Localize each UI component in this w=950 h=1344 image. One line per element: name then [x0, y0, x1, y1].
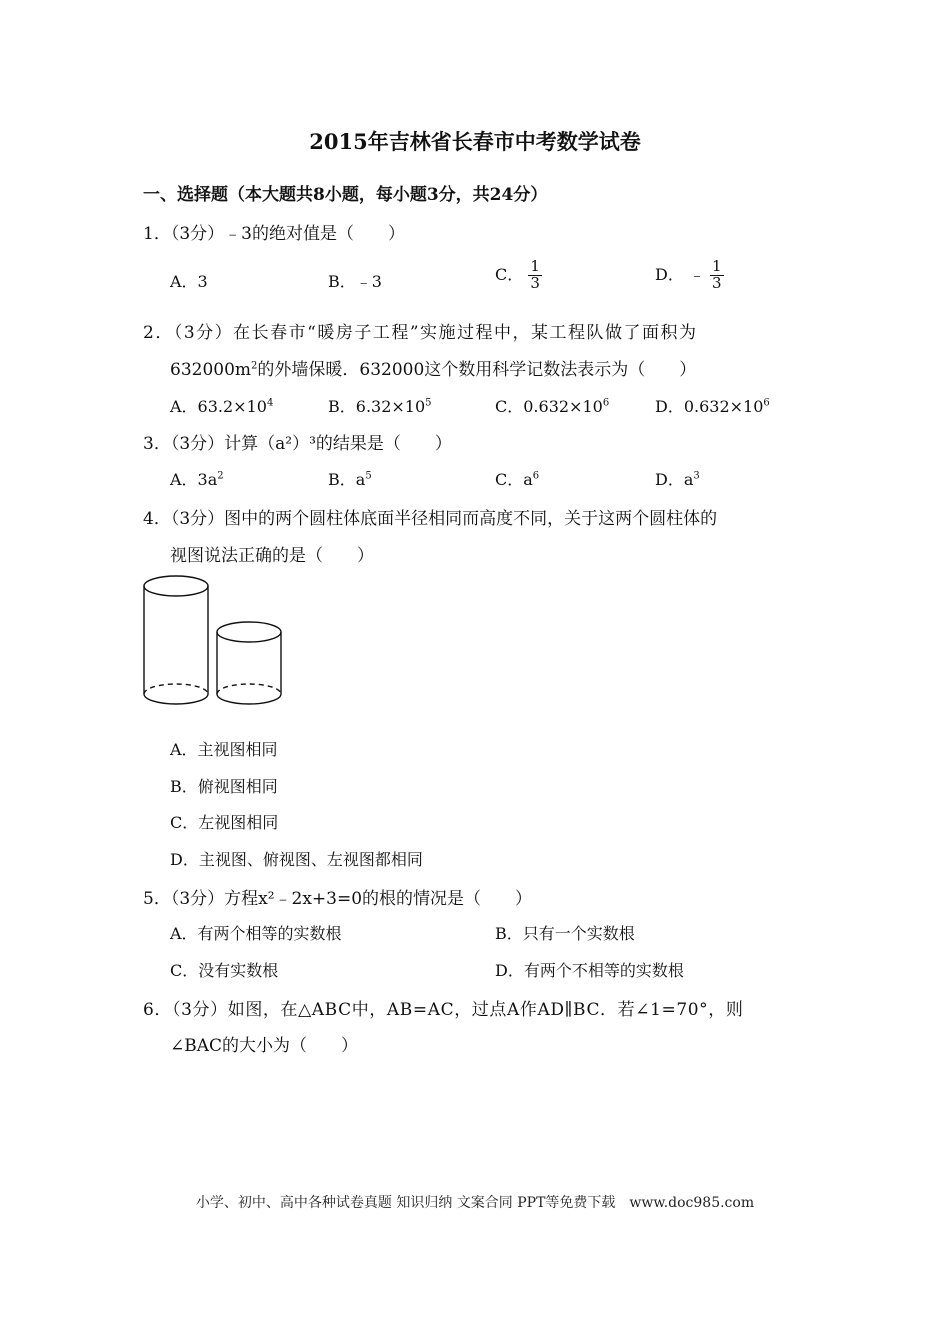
q2-stem-rest: 的外墙保暖．632000这个数用科学记数法表示为（ ） [257, 360, 697, 380]
q4-option-b: B．俯视图相同 [170, 777, 278, 796]
q4-option-a: A．主视图相同 [170, 740, 278, 759]
q1-option-b: B．﹣3 [328, 272, 382, 291]
section-heading: 一、选择题（本大题共8小题，每小题3分，共24分） [143, 185, 548, 205]
q5-option-d: D．有两个不相等的实数根 [495, 961, 684, 980]
fraction-denominator: 3 [530, 273, 540, 292]
superscript: 6 [602, 397, 610, 409]
question-2-stem-line1: 2．（3分）在长春市“暖房子工程”实施过程中，某工程队做了面积为 [143, 323, 698, 343]
superscript: 6 [763, 397, 770, 409]
option-text: B．6.32×10 [328, 397, 426, 416]
page-title: 2015年吉林省长春市中考数学试卷 [309, 129, 641, 154]
page-footer: 小学、初中、高中各种试卷真题 知识归纳 文案合同 PPT等免费下载 www.doc985.com [195, 1195, 755, 1211]
option-text: C．0.632×10 [495, 397, 603, 416]
q5-option-a: A．有两个相等的实数根 [170, 924, 342, 943]
negative-sign: ﹣ [688, 264, 705, 284]
question-6-stem-line2: ∠BAC的大小为（ ） [170, 1036, 359, 1056]
superscript: 4 [266, 397, 274, 409]
q3-option-a [170, 467, 224, 490]
option-text: A．3a [170, 470, 218, 489]
question-4-stem-line1: 4．（3分）图中的两个圆柱体底面半径相同而高度不同，关于这两个圆柱体的 [143, 509, 718, 529]
q4-option-c: C．左视图相同 [170, 813, 279, 832]
tall-cylinder-top [144, 576, 208, 596]
question-4-stem-line2: 视图说法正确的是（ ） [170, 546, 374, 566]
q1-option-c-label: C． [495, 264, 524, 284]
fraction-numerator: 1 [712, 257, 722, 275]
q1-option-a: A．3 [170, 272, 208, 291]
superscript: 6 [532, 470, 540, 482]
fraction [710, 259, 724, 292]
question-2-stem-line2 [170, 355, 696, 380]
q5-option-c: C．没有实数根 [170, 961, 279, 980]
option-text: A．63.2×10 [170, 397, 267, 416]
superscript: 5 [365, 470, 372, 482]
question-1-stem: 1．（3分）﹣3的绝对值是（ ） [143, 224, 405, 244]
q3-option-b [328, 467, 372, 490]
option-text: D．0.632×10 [655, 397, 764, 416]
question-3-stem: 3．（3分）计算（a²）³的结果是（ ） [143, 434, 452, 454]
q3-option-c [495, 467, 539, 490]
superscript: 3 [693, 470, 700, 482]
q1-option-d-label: D． [655, 264, 684, 284]
q2-option-c [495, 394, 609, 417]
q3-option-d [655, 467, 700, 490]
fraction-numerator: 1 [530, 257, 540, 275]
fraction [528, 259, 542, 292]
superscript: 5 [425, 397, 432, 409]
option-text: B．a [328, 470, 366, 489]
q4-option-d: D．主视图、俯视图、左视图都相同 [170, 850, 423, 869]
q2-option-b [328, 394, 432, 417]
superscript: 2 [217, 470, 224, 482]
option-text: D．a [655, 470, 694, 489]
question-5-stem: 5．（3分）方程x²﹣2x+3=0的根的情况是（ ） [143, 889, 533, 909]
option-text: C．a [495, 470, 533, 489]
q2-area-value: 632000m [170, 360, 252, 380]
q1-option-d [655, 259, 724, 292]
superscript: 2 [251, 360, 258, 372]
fraction-denominator: 3 [712, 273, 722, 292]
q5-option-b: B．只有一个实数根 [495, 924, 635, 943]
q2-option-d [655, 394, 770, 417]
short-cylinder-top [217, 622, 281, 642]
q1-option-c [495, 259, 542, 292]
q2-option-a [170, 394, 273, 417]
question-6-stem-line1: 6．（3分）如图，在△ABC中，AB=AC，过点A作AD∥BC．若∠1=70°，则 [143, 1000, 744, 1020]
two-cylinders-figure [138, 568, 288, 710]
